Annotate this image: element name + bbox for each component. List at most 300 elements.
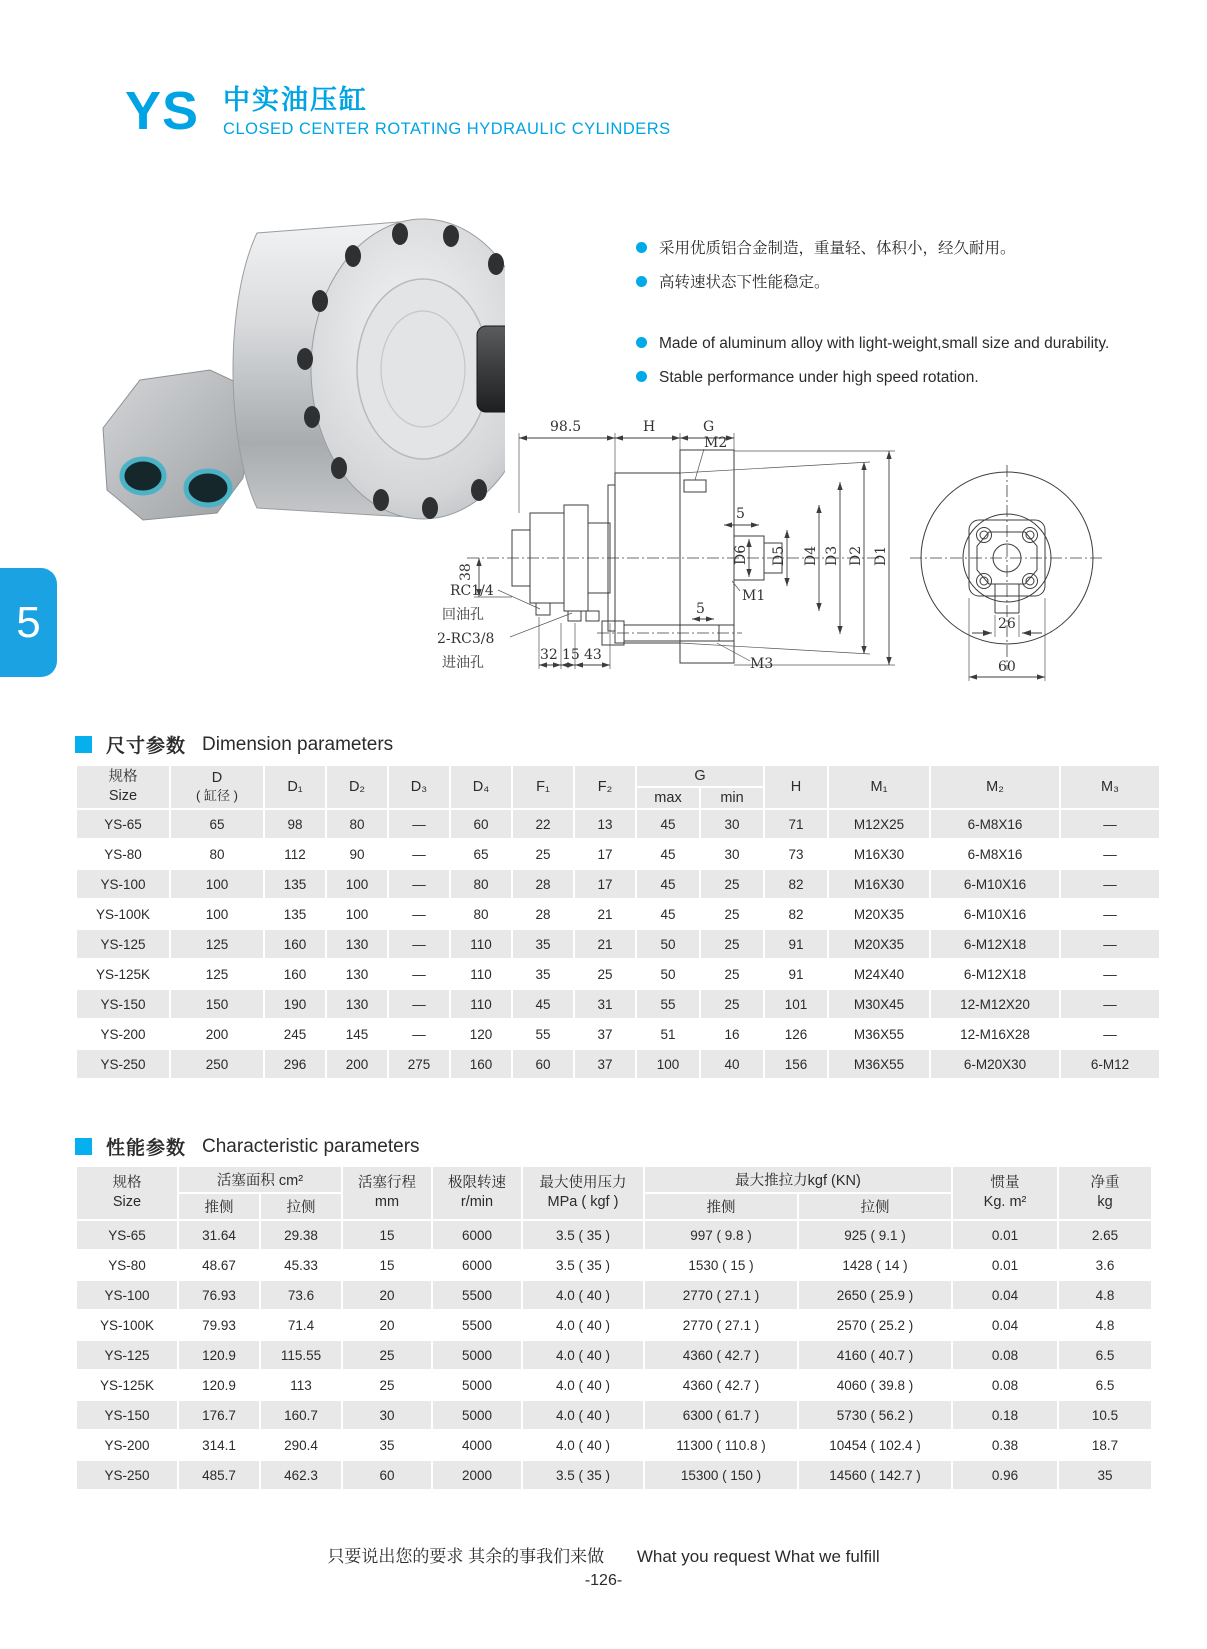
table-cell: 6-M12 [1061,1050,1159,1078]
table-cell: 125 [171,930,263,958]
dim-label-D4: D4 [803,545,819,566]
table-cell: 71.4 [287,1317,315,1333]
table-cell: 80 [451,870,511,898]
table-cell: 60 [513,1050,573,1078]
col-pressure: 最大使用压力 MPa ( kgf ) [523,1167,643,1219]
table-cell: 4.0 ( 40 ) [555,1377,611,1393]
table-cell: — [1061,870,1159,898]
table-cell: M36X55 [829,1050,929,1078]
table-cell: 0.18 [953,1401,1057,1429]
table-cell: 50 [637,930,699,958]
page-header [125,81,671,141]
table-cell: 48.67 [202,1257,236,1273]
table-cell: 190 [265,990,325,1018]
feature-text: Stable performance under high speed rotation. [659,369,979,387]
table-cell: 6-M8X16 [931,810,1059,838]
table-cell: 55 [637,990,699,1018]
col-d4: D₄ [451,766,511,808]
col-m3: M₃ [1061,766,1159,808]
distributor-outline [512,505,610,621]
dim-label-D5: D5 [771,545,787,566]
table-cell: 4360 ( 42.7 ) [645,1341,797,1369]
table-cell: 76.93 [179,1281,259,1309]
table-cell: 130 [345,966,369,982]
col-d: D ( 缸径 ) [171,766,263,808]
table-cell: 100 [637,1050,699,1078]
table-cell: 250 [171,1050,263,1078]
table-cell: 25 [535,846,551,862]
table-cell: 45 [660,846,676,862]
table-cell: 160 [451,1050,511,1078]
table-row [77,1221,1151,1249]
section-title-en: Characteristic parameters [202,1135,420,1157]
table-cell: — [389,990,449,1018]
table-cell: YS-150 [77,1401,177,1429]
col-inertia: 惯量 Kg. m² [953,1167,1057,1219]
table-cell: 25 [724,966,740,982]
table-cell: 130 [327,990,387,1018]
table-cell: 30 [343,1401,431,1429]
table-cell: 6.5 [1059,1341,1151,1369]
col-size: 规格 Size [77,1167,177,1219]
section-title-cn: 性能参数 [106,1138,187,1159]
table-cell: 91 [765,930,827,958]
table-cell: — [1103,846,1117,862]
table-cell: 2000 [433,1461,521,1489]
table-cell: 2770 ( 27.1 ) [682,1317,760,1333]
table-cell: 50 [660,966,676,982]
table-cell: 6000 [433,1221,521,1249]
table-cell: YS-125 [77,930,169,958]
table-cell: 35 [535,966,551,982]
section-marker-icon [75,736,92,753]
table-cell: 4.0 ( 40 ) [555,1317,611,1333]
table-cell: 5500 [461,1317,493,1333]
table-cell: YS-125 [77,1341,177,1369]
table-cell: 4060 ( 39.8 ) [836,1377,914,1393]
table-cell: 113 [290,1377,312,1393]
table-cell: 160.7 [261,1401,341,1429]
table-cell: 30 [701,810,763,838]
table-cell: 275 [389,1050,449,1078]
table-cell: 16 [724,1026,740,1042]
table-cell: 160 [283,966,307,982]
chapter-number: 5 [16,597,41,647]
table-cell: 6-M8X16 [967,846,1023,862]
table-cell: 10454 ( 102.4 ) [829,1437,921,1453]
table-row [77,960,1159,988]
table-cell: 4000 [461,1437,493,1453]
table-cell: — [1103,906,1117,922]
table-row [77,900,1159,928]
col-d1: D₁ [265,766,325,808]
table-cell: 4.8 [1059,1281,1151,1309]
dim-label-32: 32 [540,647,558,663]
table-cell: YS-100K [95,906,151,922]
table-cell: M16X30 [829,870,929,898]
table-cell: 82 [765,870,827,898]
table-cell: — [412,906,426,922]
table-cell: 3.5 ( 35 ) [523,1221,643,1249]
table-cell: — [1103,1026,1117,1042]
dim-label-43: 43 [584,647,602,663]
dim-label-D6: D6 [733,544,749,565]
table-cell: 0.04 [953,1281,1057,1309]
table-cell: 31 [575,990,635,1018]
col-stroke: 活塞行程 mm [343,1167,431,1219]
table-cell: YS-65 [77,810,169,838]
dim-label-D1: D1 [873,545,889,566]
table-cell: 145 [345,1026,369,1042]
table-cell: 31.64 [179,1221,259,1249]
table-cell: 71 [765,810,827,838]
table-row [77,990,1159,1018]
table-cell: YS-100K [99,1317,155,1333]
table-cell: 5000 [433,1341,521,1369]
dim-label-D3: D3 [824,545,840,566]
table-cell: 135 [265,870,325,898]
table-cell: 98 [265,810,325,838]
table-cell: 4.0 ( 40 ) [523,1281,643,1309]
feature-item [636,333,1114,355]
table-row [77,1311,1151,1339]
table-cell: 485.7 [179,1461,259,1489]
table-cell: 0.01 [953,1221,1057,1249]
col-m2: M₂ [931,766,1059,808]
table-cell: 80 [209,846,225,862]
table-cell: 45.33 [284,1257,318,1273]
table-cell: 25 [724,906,740,922]
table-cell: 925 ( 9.1 ) [799,1221,951,1249]
col-size: 规格 Size [77,766,169,808]
table-cell: 12-M12X20 [931,990,1059,1018]
chapter-tab [0,568,57,677]
section-marker-icon [75,1138,92,1155]
table-cell: 73.6 [261,1281,341,1309]
table-row [77,870,1159,898]
table-cell: 6300 ( 61.7 ) [645,1401,797,1429]
table-cell: 6-M10X16 [963,906,1027,922]
dim-label-5b: 5 [696,601,705,617]
table-cell: 40 [701,1050,763,1078]
dim-label-H: H [643,419,656,435]
table-cell: 0.08 [991,1377,1019,1393]
table-cell: — [389,870,449,898]
table-cell: YS-125K [99,1377,155,1393]
col-g-min: min [701,788,763,808]
table-cell: 25 [701,930,763,958]
col-force: 最大推拉力kgf (KN) [645,1167,951,1192]
table-cell: 3.5 ( 35 ) [523,1461,643,1489]
table-cell: 101 [765,990,827,1018]
section-title-en: Dimension parameters [202,733,394,755]
table-cell: 35 [1059,1461,1151,1489]
table-cell: YS-250 [77,1461,177,1489]
table-cell: 13 [575,810,635,838]
dim-label-G: G [703,419,715,435]
feature-text: 采用优质铝合金制造，重量轻、体积小，经久耐用。 [659,240,1016,257]
table-cell: 150 [171,990,263,1018]
table-cell: 25 [343,1341,431,1369]
table-cell: 126 [784,1026,808,1042]
table-cell: 21 [575,930,635,958]
table-cell: 35 [379,1437,395,1453]
table-cell: YS-65 [77,1221,177,1249]
table-cell: 296 [265,1050,325,1078]
table-cell: YS-80 [108,1257,146,1273]
table-cell: 45 [637,870,699,898]
table-cell: 80 [473,906,489,922]
table-cell: 2570 ( 25.2 ) [836,1317,914,1333]
table-cell: 5730 ( 56.2 ) [799,1401,951,1429]
table-cell: 4.8 [1095,1317,1115,1333]
table-cell: 45 [637,810,699,838]
table-cell: 17 [575,870,635,898]
dim-label-98-5: 98.5 [550,419,582,435]
table-cell: 100 [171,870,263,898]
table-cell: 4360 ( 42.7 ) [682,1377,760,1393]
table-cell: — [412,966,426,982]
col-m1: M₁ [829,766,929,808]
table-cell: 6000 [461,1257,493,1273]
col-area-pull: 拉侧 [261,1194,341,1219]
col-area-push: 推侧 [179,1194,259,1219]
col-g: G [637,766,763,786]
table-cell: 156 [765,1050,827,1078]
slogan-cn: 只要说出您的要求 其余的事我们来做 [327,1547,605,1566]
table-cell: 100 [205,906,229,922]
table-cell: 4160 ( 40.7 ) [799,1341,951,1369]
table-cell: YS-200 [100,1026,146,1042]
table-cell: 15 [343,1221,431,1249]
table-cell: YS-125K [95,966,151,982]
table-cell: 25 [379,1377,395,1393]
table-cell: 37 [575,1050,635,1078]
table-cell: 4.0 ( 40 ) [555,1437,611,1453]
table-cell: 91 [788,966,804,982]
table-cell: — [412,846,426,862]
table-cell: 21 [597,906,613,922]
table-cell: 110 [451,930,511,958]
dimension-section-title [75,731,393,758]
table-cell: 290.4 [284,1437,318,1453]
table-cell: — [389,810,449,838]
table-cell: 65 [171,810,263,838]
table-row [77,1050,1159,1078]
table-cell: 45 [513,990,573,1018]
label-M3: M3 [750,656,774,672]
table-cell: — [389,930,449,958]
table-cell: YS-100 [77,1281,177,1309]
table-cell: 0.04 [991,1317,1019,1333]
label-rc14: RC1/4 [450,583,494,599]
table-cell: M20X35 [829,930,929,958]
table-cell: 2.65 [1059,1221,1151,1249]
table-cell: 115.55 [261,1341,341,1369]
table-cell: 35 [513,930,573,958]
col-force-pull: 拉侧 [799,1194,951,1219]
col-h: H [765,766,827,808]
dim-label-38: 38 [458,563,474,581]
table-cell: 18.7 [1091,1437,1119,1453]
col-g-max: max [637,788,699,808]
table-cell: — [1061,810,1159,838]
table-cell: 176.7 [179,1401,259,1429]
table-cell: 997 ( 9.8 ) [645,1221,797,1249]
table-cell: — [412,1026,426,1042]
table-cell: 2770 ( 27.1 ) [645,1281,797,1309]
dim-label-D2: D2 [848,545,864,566]
table-cell: 120.9 [202,1377,236,1393]
model-code: YS [125,81,200,141]
table-cell: 4.0 ( 40 ) [523,1401,643,1429]
table-cell: 200 [205,1026,229,1042]
label-return-port: 回油孔 [442,607,484,623]
table-row [77,1281,1151,1309]
characteristic-section-title [75,1133,420,1160]
cylinder-outline [602,450,782,663]
table-row [77,840,1159,868]
dim-label-26: 26 [998,616,1016,632]
table-cell: M16X30 [853,846,905,862]
table-cell: 1428 ( 14 ) [842,1257,908,1273]
feature-item [636,238,1114,260]
label-M2: M2 [704,435,728,451]
page-title-en: CLOSED CENTER ROTATING HYDRAULIC CYLINDERS [223,119,671,138]
front-view [910,465,1104,681]
dimension-table-wrap [75,764,1161,1080]
page-title-cn: 中实油压缸 [223,85,369,115]
table-cell: 0.38 [991,1437,1019,1453]
table-cell: YS-250 [77,1050,169,1078]
table-cell: 79.93 [202,1317,236,1333]
label-M1: M1 [742,588,766,604]
technical-drawing [412,385,1112,695]
col-weight: 净重 kg [1059,1167,1151,1219]
col-force-push: 推侧 [645,1194,797,1219]
table-cell: 5000 [461,1377,493,1393]
table-cell: 100 [345,906,369,922]
feature-text: Made of aluminum alloy with light-weight,small size and durability. [659,334,1110,352]
table-cell: 120 [469,1026,493,1042]
table-cell: 100 [327,870,387,898]
table-cell: 45 [660,906,676,922]
table-cell: 200 [327,1050,387,1078]
table-cell: M12X25 [829,810,929,838]
table-cell: 51 [660,1026,676,1042]
table-cell: 6-M10X16 [931,870,1059,898]
col-f1: F₁ [513,766,573,808]
col-d2: D₂ [327,766,387,808]
table-cell: 25 [701,870,763,898]
table-row [77,1401,1151,1429]
table-cell: 10.5 [1059,1401,1151,1429]
slogan-en: What you request What we fulfill [636,1547,880,1566]
bullet-icon [636,337,647,348]
table-cell: 135 [283,906,307,922]
table-cell: 82 [788,906,804,922]
bullet-icon [636,371,647,382]
label-inlet-port: 进油孔 [442,655,484,671]
table-cell: YS-80 [104,846,142,862]
footer-slogan [0,1542,1207,1567]
table-cell: 0.01 [991,1257,1019,1273]
table-row [77,1341,1151,1369]
table-cell: 3.5 ( 35 ) [555,1257,611,1273]
table-cell: 1530 ( 15 ) [688,1257,754,1273]
table-cell: 110 [470,966,492,982]
dim-label-5a: 5 [736,506,745,522]
table-cell: M30X45 [829,990,929,1018]
table-cell: 25 [701,990,763,1018]
table-cell: 6-M12X18 [963,966,1027,982]
table-row [77,1020,1159,1048]
table-cell: 14560 ( 142.7 ) [799,1461,951,1489]
table-row [77,930,1159,958]
table-cell: 30 [724,846,740,862]
table-cell: M24X40 [853,966,905,982]
table-cell: 5000 [433,1401,521,1429]
table-cell: 6.5 [1095,1377,1115,1393]
table-cell: 15 [379,1257,395,1273]
table-cell: 90 [349,846,365,862]
feature-item [636,272,1114,294]
table-cell: 0.08 [953,1341,1057,1369]
table-cell: 55 [535,1026,551,1042]
feature-text: 高转速状态下性能稳定。 [659,274,830,292]
table-cell: 125 [205,966,229,982]
dimension-table-body [77,810,1159,1078]
table-cell: — [1061,930,1159,958]
table-cell: 6-M20X30 [931,1050,1059,1078]
table-cell: 60 [451,810,511,838]
table-cell: — [1103,966,1117,982]
table-cell: 20 [379,1317,395,1333]
table-cell: 314.1 [202,1437,236,1453]
table-cell: 110 [451,990,511,1018]
table-cell: 5500 [433,1281,521,1309]
table-cell: 29.38 [261,1221,341,1249]
table-cell: 17 [597,846,613,862]
table-row [77,810,1159,838]
table-cell: YS-100 [77,870,169,898]
table-cell: 0.96 [953,1461,1057,1489]
table-cell: 25 [597,966,613,982]
table-row [77,1461,1151,1489]
table-row [77,1431,1151,1459]
table-cell: YS-200 [104,1437,150,1453]
table-cell: 60 [343,1461,431,1489]
table-cell: 15300 ( 150 ) [645,1461,797,1489]
table-cell: 20 [343,1281,431,1309]
table-cell: 112 [284,846,306,862]
col-piston-area: 活塞面积 cm² [179,1167,341,1192]
dim-label-15: 15 [562,647,580,663]
bullet-icon [636,242,647,253]
characteristic-table-wrap [75,1165,1153,1491]
table-cell: 80 [327,810,387,838]
dimension-table [75,764,1161,1080]
table-row [77,1251,1151,1279]
table-cell: 37 [597,1026,613,1042]
table-row [77,1371,1151,1399]
table-cell: 6-M12X18 [931,930,1059,958]
table-cell: 130 [327,930,387,958]
table-cell: 160 [265,930,325,958]
table-cell: 245 [283,1026,307,1042]
table-cell: — [1061,990,1159,1018]
table-cell: 2650 ( 25.9 ) [799,1281,951,1309]
